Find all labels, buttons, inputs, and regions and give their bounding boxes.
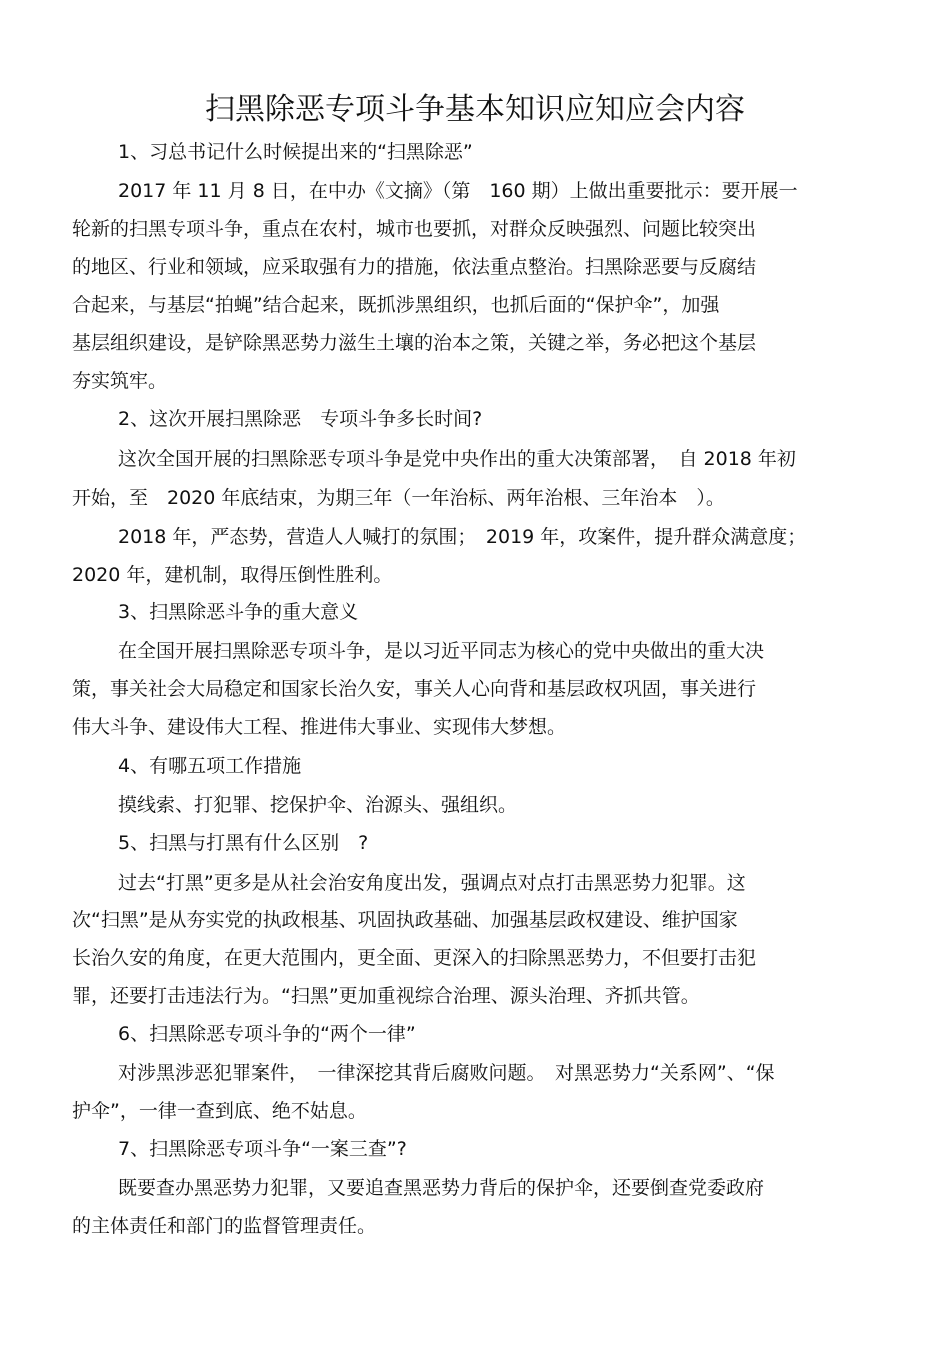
paragraph-line: 次“扫黑”是从夯实党的执政根基、巩固执政基础、加强基层政权建设、维护国家 [72,909,738,931]
paragraph-line: 这次全国开展的扫黑除恶专项斗争是党中央作出的重大决策部署， 自 2018 年初 [118,448,796,470]
section-heading-6: 6、扫黑除恶专项斗争的“两个一律” [118,1023,416,1045]
section-heading-3: 3、扫黑除恶斗争的重大意义 [118,601,359,623]
paragraph-line: 摸线索、打犯罪、挖保护伞、治源头、强组织。 [118,794,518,816]
paragraph-line: 2017 年 11 月 8 日，在中办《文摘》（第 160 期）上做出重要批示：要开展一 [118,180,798,202]
paragraph-line: 开始，至 2020 年底结束，为期三年（一年治标、两年治根、三年治本 ）。 [72,487,725,509]
section-heading-1: 1、习总书记什么时候提出来的“扫黑除恶” [118,141,473,163]
paragraph-line: 在全国开展扫黑除恶专项斗争，是以习近平同志为核心的党中央做出的重大决 [118,640,765,662]
paragraph-line: 基层组织建设，是铲除黑恶势力滋生土壤的治本之策，关键之举，务必把这个基层 [72,332,757,354]
paragraph-line: 合起来，与基层“拍蝇”结合起来，既抓涉黑组织，也抓后面的“保护伞”，加强 [72,294,720,316]
paragraph-line: 2020 年，建机制，取得压倒性胜利。 [72,564,393,586]
document-title: 扫黑除恶专项斗争基本知识应知应会内容 [205,92,745,127]
section-heading-7: 7、扫黑除恶专项斗争“一案三查”? [118,1138,407,1160]
section-heading-2: 2、这次开展扫黑除恶 专项斗争多长时间? [118,408,483,430]
paragraph-line: 2018 年，严态势，营造人人喊打的氛围； 2019 年，攻案件，提升群众满意度； [118,526,807,548]
paragraph-line: 轮新的扫黑专项斗争，重点在农村，城市也要抓，对群众反映强烈、问题比较突出 [72,218,757,240]
paragraph-line: 对涉黑涉恶犯罪案件， 一律深挖其背后腐败问题。 对黑恶势力“关系网”、“保 [118,1062,775,1084]
paragraph-line: 伟大斗争、建设伟大工程、推进伟大事业、实现伟大梦想。 [72,716,567,738]
section-heading-4: 4、有哪五项工作措施 [118,755,302,777]
paragraph-line: 的地区、行业和领域，应采取强有力的措施，依法重点整治。扫黑除恶要与反腐结 [72,256,757,278]
paragraph-line: 罪，还要打击违法行为。“扫黑”更加重视综合治理、源头治理、齐抓共管。 [72,985,700,1007]
section-heading-5: 5、扫黑与打黑有什么区别 ? [118,832,369,854]
paragraph-line: 策，事关社会大局稳定和国家长治久安，事关人心向背和基层政权巩固，事关进行 [72,678,757,700]
paragraph-line: 护伞”，一律一查到底、绝不姑息。 [72,1100,367,1122]
paragraph-line: 的主体责任和部门的监督管理责任。 [72,1215,377,1237]
paragraph-line: 夯实筑牢。 [72,370,168,392]
paragraph-line: 既要查办黑恶势力犯罪，又要追查黑恶势力背后的保护伞，还要倒查党委政府 [118,1177,765,1199]
paragraph-line: 过去“打黑”更多是从社会治安角度出发，强调点对点打击黑恶势力犯罪。这 [118,872,746,894]
paragraph-line: 长治久安的角度，在更大范围内，更全面、更深入的扫除黑恶势力，不但要打击犯 [72,947,757,969]
